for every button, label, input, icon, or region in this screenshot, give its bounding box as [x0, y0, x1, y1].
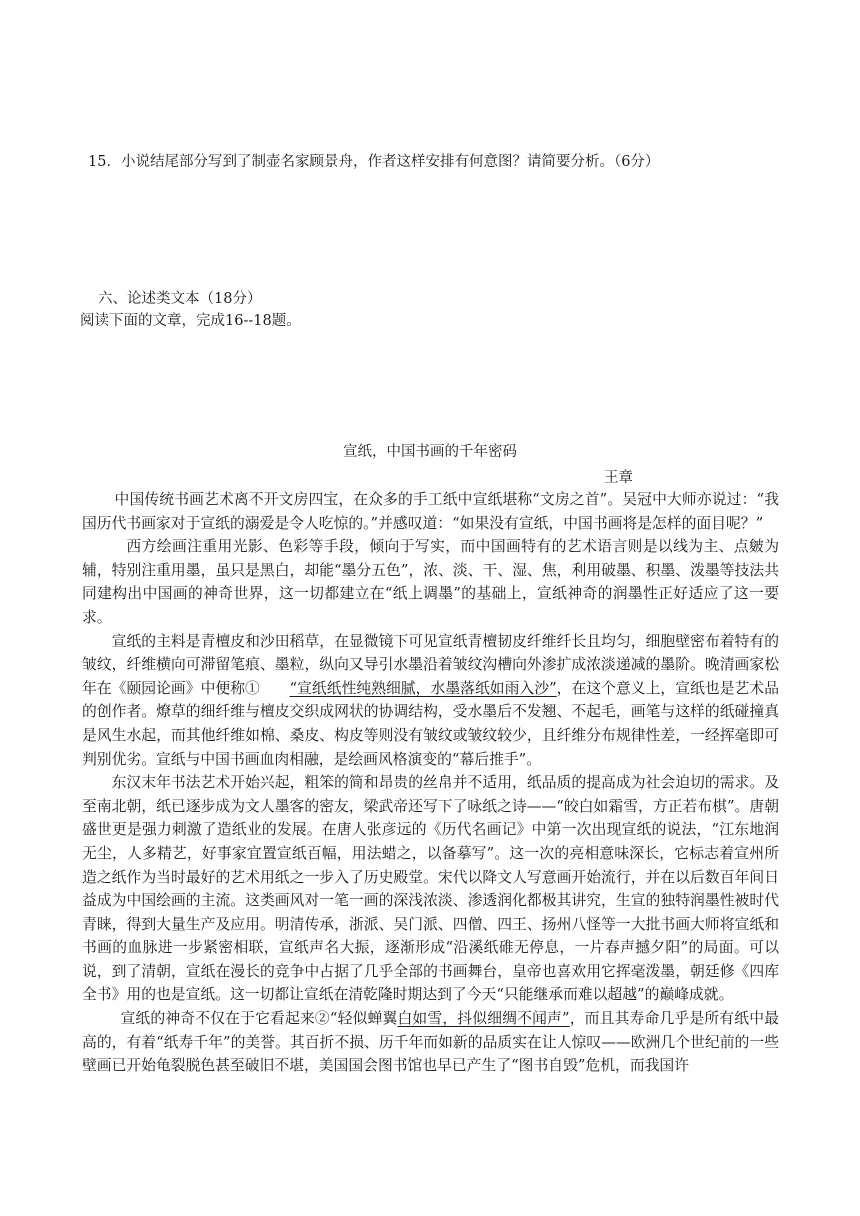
section-instruction: 阅读下面的文章，完成16--18题。: [80, 313, 301, 329]
paragraph-2: 西方绘画注重用光影、色彩等手段，倾向于写实，而中国画特有的艺术语言则是以线为主、点皴为辅，特别注重用墨，虽只是黑白，却能“墨分五色”，浓、淡、干、湿、焦，利用破墨、积墨、泼墨等技法共同建构出中国画的神奇世界，这一切都建立在“纸上调墨”的基础上，宣纸神奇的润墨性正好适应了这一要求。: [82, 538, 779, 626]
question-15: 15．小说结尾部分写到了制壶名家顾景舟，作者这样安排有何意图？请简要分析。（6分）: [88, 154, 660, 170]
article-body: [82, 488, 779, 1078]
underlined-quote-2: 白如雪，抖似细绸不闻声”: [397, 1010, 570, 1028]
paragraph-3-text-b: ，在这个意义上，宣纸也是艺术品的创作者。燎草的细纤维与檀皮交织成网状的协调结构，受水墨后不发翘、不起毛，画笔与这样的纸碰撞真是风生水起，而其他纤维如棉、桑皮、构皮等则没有皱纹或皱纹较少，且纤维分布规律性差，一经挥毫即可判别优劣。宣纸与中国书画血肉相融，是绘画风格演变的“幕后推手”。: [82, 679, 779, 768]
underlined-quote-1: “宣纸纸性纯熟细腻，水墨落纸如雨入沙”: [289, 679, 557, 697]
article-title: 宣纸，中国书画的千年密码: [343, 444, 517, 460]
paragraph-3-text-a: 宣纸的主料是青檀皮和沙田稻草，在显微镜下可见宣纸青檀韧皮纤维纤长且均匀，细胞壁密布着特有的皱纹，纤维横向可滞留笔痕、墨粒，纵向又导引水墨沿着皱纹沟槽向外渗扩成浓淡递减的墨阶。晚清画家松年在《颐园论画》中便称①: [82, 632, 779, 697]
paragraph-5-text-b: ，而且其寿命几乎是所有纸中最高的，有着“纸寿千年”的美誉。其百折不损、历千年而如新的品质实在让人惊叹——欧洲几个世纪前的一些壁画已开始龟裂脱色甚至破旧不堪，美国国会图书馆也早已产生了“图书自毁”危机，而我国许: [82, 1010, 779, 1075]
paragraph-1: 中国传统书画艺术离不开文房四宝，在众多的手工纸中宣纸堪称“文房之首”。吴冠中大师亦说过：“我国历代书画家对于宣纸的溺爱是令人吃惊的。”并感叹道：“如果没有宣纸，中国书画将是怎样的面目呢？”: [82, 491, 779, 532]
paragraph-3: [82, 630, 779, 772]
article-author: 王章: [604, 470, 633, 486]
paragraph-4: 东汉末年书法艺术开始兴起，粗笨的简和昂贵的丝帛并不适用，纸品质的提高成为社会迫切的需求。及至南北朝，纸已逐步成为文人墨客的密友，梁武帝还写下了咏纸之诗——“皎白如霜雪，方正若布棋”。唐朝盛世更是强力刺激了造纸业的发展。在唐人张彦远的《历代名画记》中第一次出现宣纸的说法，“江东地润无尘，人多精艺，好事家宜置宣纸百幅，用法蜡之，以备摹写”。这一次的亮相意味深长，它标志着宣州所造之纸作为当时最好的艺术用纸之一步入了历史殿堂。宋代以降文人写意画开始流行，并在以后数百年间日益成为中国绘画的主流。这类画风对一笔一画的深浅浓淡、渗透润化都极其讲究，生宣的独特润墨性被时代青睐，得到大量生产及应用。明清传承，浙派、吴门派、四僧、四王、扬州八怪等一大批书画大师将宣纸和书画的血脉进一步紧密相联，宣纸声名大振，逐渐形成“沿溪纸碓无停息，一片春声撼夕阳”的局面。可以说，到了清朝，宣纸在漫长的竞争中占据了几乎全部的书画舞台，皇帝也喜欢用它挥毫泼墨，朝廷修《四库全书》用的也是宣纸。这一切都让宣纸在清乾隆时期达到了今天“只能继承而难以超越”的巅峰成就。: [82, 774, 779, 1004]
paragraph-5: [82, 1007, 779, 1078]
section-heading: 六、论述类文本（18分）: [98, 291, 262, 307]
paragraph-5-text-a: 宣纸的神奇不仅在于它看起来②“轻似蝉翼: [120, 1010, 398, 1028]
